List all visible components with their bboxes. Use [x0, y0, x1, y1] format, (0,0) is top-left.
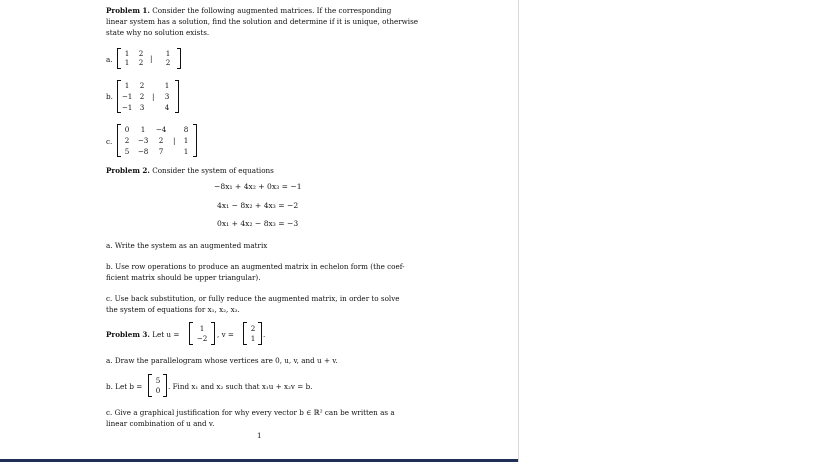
matrix-cell: −8 — [137, 147, 149, 156]
matrix-cell: −4 — [155, 125, 167, 134]
bottom-divider — [0, 459, 518, 462]
matrix-cell: 2 — [139, 81, 145, 90]
part-c-label: c. — [106, 137, 113, 146]
vector-entry: 5 — [155, 376, 161, 385]
left-bracket — [189, 322, 193, 345]
problem2-part-c-line2: the system of equations for x₁, x₂, x₃. — [106, 305, 240, 314]
equation-1: −8x₁ + 4x₂ + 0x₃ = −1 — [214, 182, 302, 191]
augment-bar: | — [150, 54, 153, 63]
problem3-heading: Problem 3. — [106, 330, 150, 339]
matrix-cell: −1 — [121, 103, 133, 112]
problem1-text-line1 — [106, 6, 391, 16]
problem3-part-c-line2: linear combination of u and v. — [106, 419, 215, 428]
problem2-intro: Consider the system of equations — [152, 166, 274, 175]
right-bracket — [211, 322, 215, 345]
vector-u — [189, 322, 215, 345]
problem2-part-b-line1: b. Use row operations to produce an augmented matrix in echelon form (the coef- — [106, 262, 405, 271]
matrix-b — [117, 80, 179, 113]
problem2-part-b-line2: ficient matrix should be upper triangular). — [106, 273, 261, 282]
matrix-cell: 1 — [124, 49, 130, 58]
problem2-part-c-line1: c. Use back substitution, or fully reduce the augmented matrix, in order to solve — [106, 294, 400, 303]
matrix-a — [117, 48, 181, 69]
augment-bar: | — [173, 136, 176, 145]
right-bracket — [177, 48, 181, 69]
equation-2: 4x₁ − 8x₂ + 4x₃ = −2 — [217, 201, 299, 210]
problem3-part-b-post: . Find x₁ and x₂ such that x₁u + x₂v = b. — [168, 382, 313, 391]
problem1-intro-line3: state why no solution exists. — [106, 28, 210, 37]
part-a-label: a. — [106, 55, 113, 64]
problem2-intro-line — [106, 166, 274, 176]
page-number: 1 — [257, 431, 262, 440]
matrix-c — [117, 124, 197, 157]
equation-3: 0x₁ + 4x₂ − 8x₃ = −3 — [217, 219, 299, 228]
part-b-label: b. — [106, 92, 113, 101]
vector-entry: 0 — [155, 386, 161, 395]
matrix-cell: 1 — [164, 81, 170, 90]
problem1-intro-line1: Consider the following augmented matrices. If the corresponding — [152, 6, 392, 15]
problem3-part-a: a. Draw the parallelogram whose vertices are 0, u, v, and u + v. — [106, 356, 338, 365]
right-bracket — [175, 80, 179, 113]
vector-entry: 1 — [199, 324, 205, 333]
matrix-cell: 2 — [139, 92, 145, 101]
matrix-cell: 1 — [124, 58, 130, 67]
matrix-cell: 2 — [158, 136, 164, 145]
vector-b — [148, 374, 167, 397]
vector-entry: 2 — [250, 324, 256, 333]
matrix-cell: 4 — [164, 103, 170, 112]
matrix-cell: 2 — [138, 49, 144, 58]
right-bracket — [193, 124, 197, 157]
problem3-part-c-line1: c. Give a graphical justification for why every vector b ∈ ℝ² can be written as a — [106, 408, 395, 417]
matrix-cell: 5 — [124, 147, 130, 156]
matrix-cell: 1 — [140, 125, 146, 134]
problem3-period: . — [263, 330, 266, 339]
matrix-cell: 1 — [165, 49, 171, 58]
problem3-part-b-pre: b. Let b = — [106, 382, 143, 391]
problem2-heading: Problem 2. — [106, 166, 150, 175]
matrix-cell: 3 — [139, 103, 145, 112]
vector-entry: −2 — [196, 334, 208, 343]
matrix-cell: 2 — [124, 136, 130, 145]
matrix-cell: 3 — [164, 92, 170, 101]
matrix-cell: 8 — [183, 125, 189, 134]
matrix-cell: 1 — [124, 81, 130, 90]
vector-v — [243, 322, 262, 345]
vector-entry: 1 — [250, 334, 256, 343]
matrix-cell: 0 — [124, 125, 130, 134]
problem3-let-u: Let u = — [152, 330, 180, 339]
matrix-cell: 7 — [158, 147, 164, 156]
matrix-cell: 1 — [183, 136, 189, 145]
matrix-cell: 2 — [165, 58, 171, 67]
problem3-let-u-line — [106, 330, 179, 340]
matrix-cell: −3 — [137, 136, 149, 145]
problem2-part-a: a. Write the system as an augmented matrix — [106, 241, 268, 250]
problem1-intro-line2: linear system has a solution, find the solution and determine if it is unique, otherwise — [106, 17, 419, 26]
problem1-heading: Problem 1. — [106, 6, 150, 15]
matrix-cell: −1 — [121, 92, 133, 101]
augment-bar: | — [152, 92, 155, 101]
problem3-v-label: , v = — [217, 330, 234, 339]
matrix-cell: 2 — [138, 58, 144, 67]
matrix-cell: 1 — [183, 147, 189, 156]
